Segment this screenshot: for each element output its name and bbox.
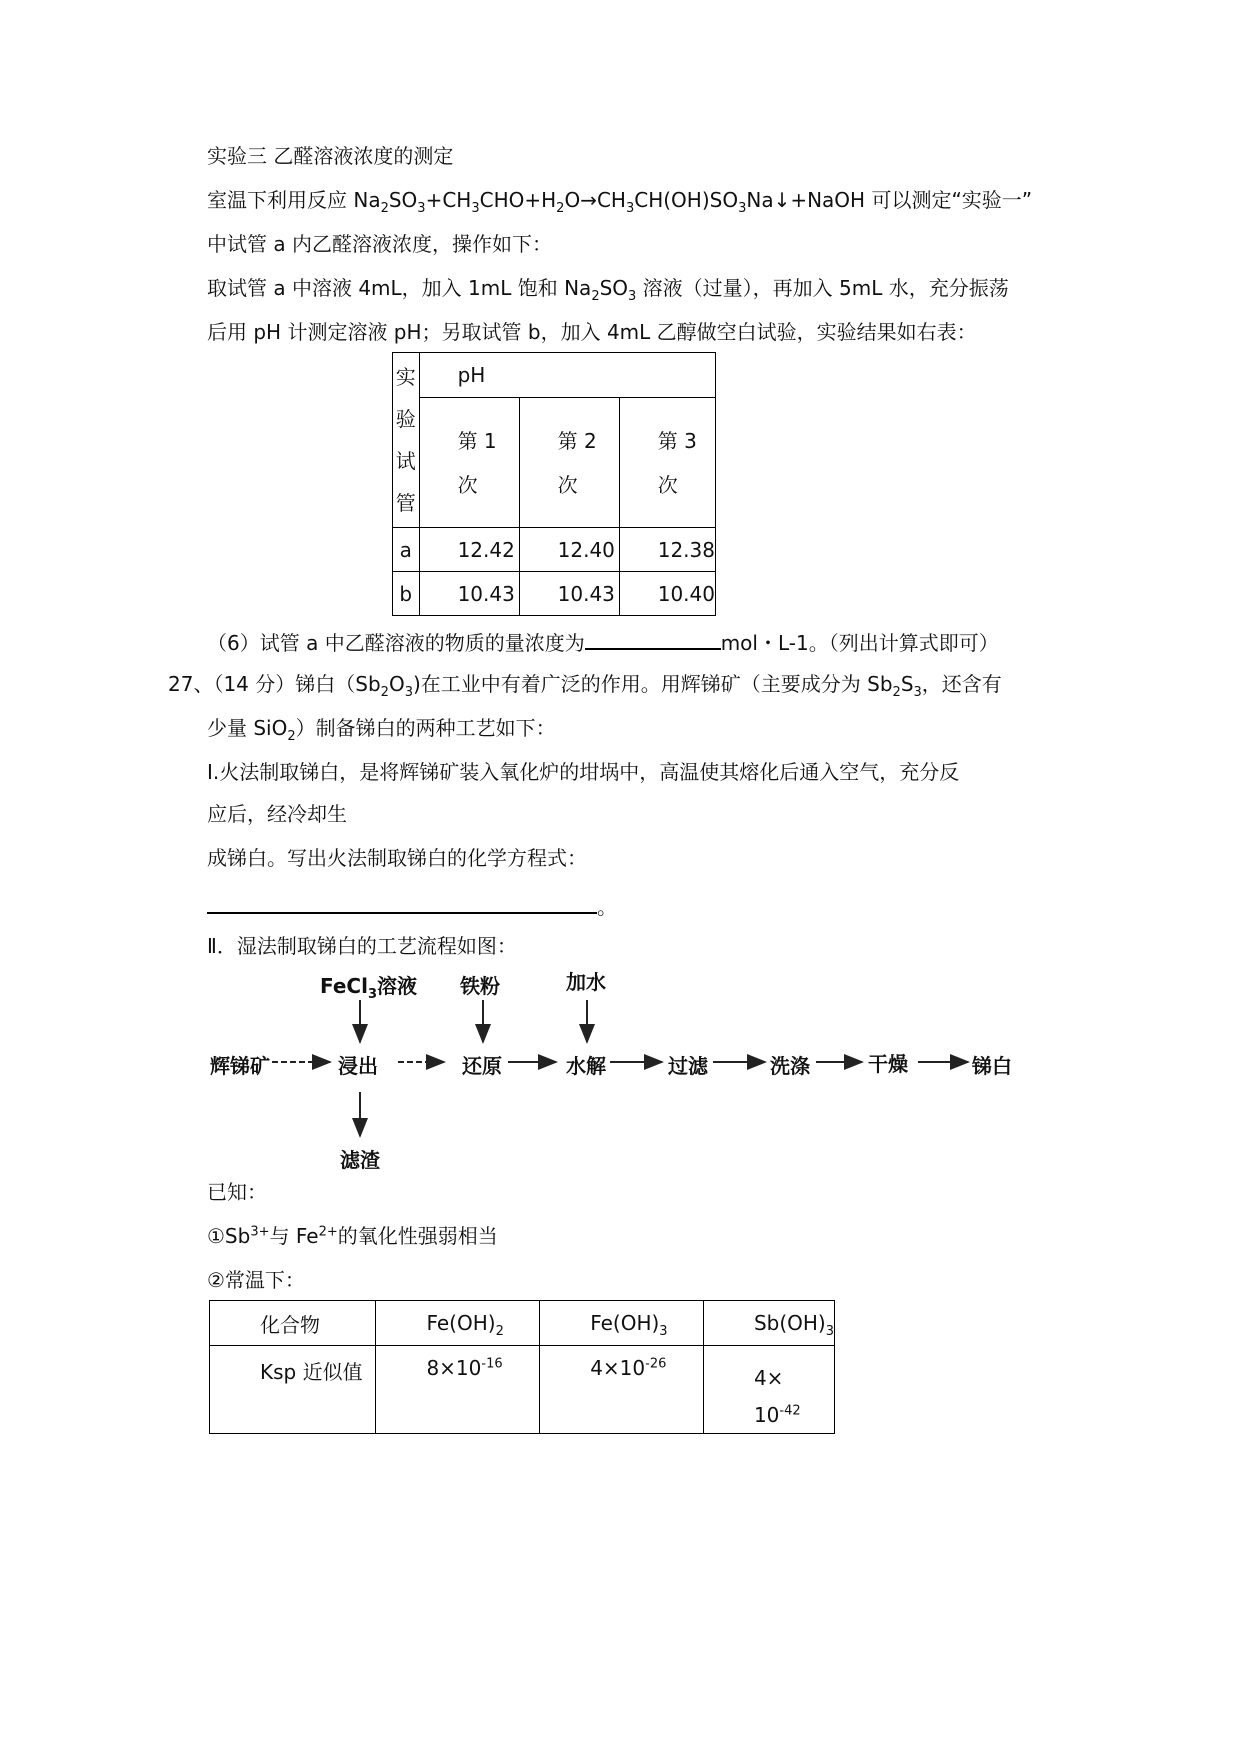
- ksp-row-label: Ksp 近似值: [210, 1346, 376, 1434]
- text: 少量 SiO: [207, 716, 288, 740]
- flow-step-product: 锑白: [972, 1054, 1012, 1078]
- text: 27、（14 分）锑白（Sb: [168, 672, 381, 696]
- flow-step-reduce: 还原: [462, 1054, 502, 1078]
- trial-label: 第 3: [657, 428, 697, 453]
- superscript: -26: [645, 1356, 667, 1372]
- ph-value-cell: 12.38: [619, 528, 715, 572]
- text: ，还含有: [921, 672, 1002, 696]
- text: Na↓+NaOH 可以测定“实验一”: [746, 188, 1033, 212]
- subscript: 3: [659, 1324, 668, 1339]
- trial-label: 第 1: [457, 428, 497, 453]
- text: FeCl: [320, 974, 368, 998]
- exp3-line4: 后用 pH 计测定溶液 pH；另取试管 b，加入 4mL 乙醇做空白试验，实验结果如右表：: [207, 320, 977, 344]
- known-item-1: [207, 1224, 498, 1248]
- flow-step-wash: 洗涤: [770, 1054, 810, 1078]
- text: 室温下利用反应 Na: [207, 188, 381, 212]
- q27-part2-title: Ⅱ．湿法制取锑白的工艺流程如图：: [207, 934, 517, 958]
- subscript: 3: [738, 201, 747, 216]
- text: Fe(OH): [426, 1311, 496, 1335]
- subscript: 3: [625, 201, 635, 216]
- ph-label: pH: [457, 363, 486, 387]
- text: Sb(OH): [753, 1311, 826, 1335]
- text: +CH: [425, 188, 472, 212]
- text: CH(OH)SO: [634, 188, 739, 212]
- text: 溶液: [377, 974, 417, 998]
- text: mol・L-1。（列出计算式即可）: [720, 631, 999, 655]
- sboh3-exponent-line: [754, 1400, 834, 1430]
- subscript: 3: [628, 289, 637, 304]
- text: SO: [388, 188, 418, 212]
- subscript: 2: [892, 685, 901, 700]
- q27-part1-line3: 成锑白。写出火法制取锑白的化学方程式：: [207, 846, 587, 870]
- text: 的氧化性强弱相当: [337, 1224, 498, 1248]
- text: 8×10: [426, 1356, 482, 1380]
- text: 与 Fe: [269, 1224, 319, 1248]
- flow-step-dry: 干燥: [868, 1052, 908, 1076]
- text: 10: [753, 1403, 780, 1427]
- q27-part1-line2: 应后，经冷却生: [207, 802, 347, 826]
- subscript: 3: [913, 685, 922, 700]
- trial-label: 第 2: [557, 428, 597, 453]
- text: ）制备锑白的两种工艺如下：: [295, 716, 556, 740]
- ph-value-cell: 10.40: [619, 572, 715, 616]
- text: ①Sb: [207, 1224, 251, 1248]
- table-row: [210, 1346, 835, 1434]
- text: )在工业中有着广泛的作用。用辉锑矿（主要成分为 Sb: [412, 672, 893, 696]
- trial-label: 次: [457, 472, 478, 497]
- text: SO: [599, 276, 629, 300]
- ph-value-cell: 12.40: [519, 528, 619, 572]
- flow-reagent-water: 加水: [566, 970, 606, 994]
- text: Fe(OH): [590, 1311, 660, 1335]
- ksp-value-feoh3: [540, 1346, 704, 1434]
- text: S: [900, 672, 914, 696]
- text: 溶液（过量），再加入 5mL 水，充分振荡: [636, 276, 1009, 300]
- subscript: 2: [380, 685, 389, 700]
- flow-step-stibnite: 辉锑矿: [210, 1054, 270, 1078]
- ph-value-cell: 10.43: [519, 572, 619, 616]
- superscript: 2+: [318, 1224, 338, 1240]
- ksp-header-sboh3: [703, 1301, 834, 1346]
- exp3-title: 实验三 乙醛溶液浓度的测定: [207, 144, 454, 168]
- subscript: 3: [825, 1324, 834, 1339]
- ph-value-cell: 12.42: [419, 528, 519, 572]
- flow-reagent-fecl3: [320, 970, 417, 1002]
- q27-part1-line1: I.火法制取锑白，是将辉锑矿装入氧化炉的坩埚中，高温使其熔化后通入空气，充分反: [207, 760, 960, 784]
- subscript: 2: [380, 201, 389, 216]
- ksp-value-feoh2: [376, 1346, 540, 1434]
- tube-header-char: 试: [395, 449, 416, 473]
- subscript: 2: [287, 729, 296, 744]
- tube-header-char: 实: [395, 365, 416, 389]
- text: 。: [597, 895, 617, 919]
- text: O: [388, 672, 405, 696]
- superscript: 3+: [250, 1224, 270, 1240]
- subscript: 2: [591, 289, 600, 304]
- tube-header-char: 管: [395, 491, 416, 515]
- ksp-value-sboh3: [703, 1346, 834, 1434]
- text: CHO+H: [479, 188, 557, 212]
- subscript: 3: [367, 987, 377, 1002]
- known-title: 已知：: [207, 1180, 267, 1204]
- tube-cell: a: [393, 528, 420, 572]
- exp3-line2: 中试管 a 内乙醛溶液浓度，操作如下：: [207, 232, 552, 256]
- ksp-table: [209, 1300, 835, 1434]
- text: O→CH: [564, 188, 626, 212]
- ksp-header-feoh2: [376, 1301, 540, 1346]
- flow-step-filter: 过滤: [668, 1054, 708, 1078]
- ph-value-cell: 10.43: [419, 572, 519, 616]
- text: 取试管 a 中溶液 4mL，加入 1mL 饱和 Na: [207, 276, 592, 300]
- text: 4×10: [590, 1356, 646, 1380]
- flow-residue: 滤渣: [340, 1148, 380, 1172]
- subscript: 2: [556, 201, 565, 216]
- tube-header-char: 验: [395, 407, 416, 431]
- superscript: -16: [481, 1356, 503, 1372]
- subscript: 3: [471, 201, 480, 216]
- text: 4×: [753, 1366, 784, 1390]
- flow-step-leach: 浸出: [338, 1054, 378, 1078]
- subscript: 3: [404, 685, 413, 700]
- text: （6）试管 a 中乙醛溶液的物质的量浓度为: [207, 631, 585, 655]
- ksp-header-feoh3: [540, 1301, 704, 1346]
- ksp-header-compound: 化合物: [210, 1301, 376, 1346]
- trial-label: 次: [557, 472, 578, 497]
- known-item-2: ②常温下：: [207, 1268, 305, 1292]
- trial-label: 次: [657, 472, 678, 497]
- superscript: -42: [779, 1403, 801, 1419]
- subscript: 3: [417, 201, 426, 216]
- tube-cell: b: [393, 572, 420, 616]
- flow-step-hydrolysis: 水解: [566, 1054, 606, 1078]
- subscript: 2: [495, 1324, 504, 1339]
- flow-reagent-iron: 铁粉: [460, 974, 500, 998]
